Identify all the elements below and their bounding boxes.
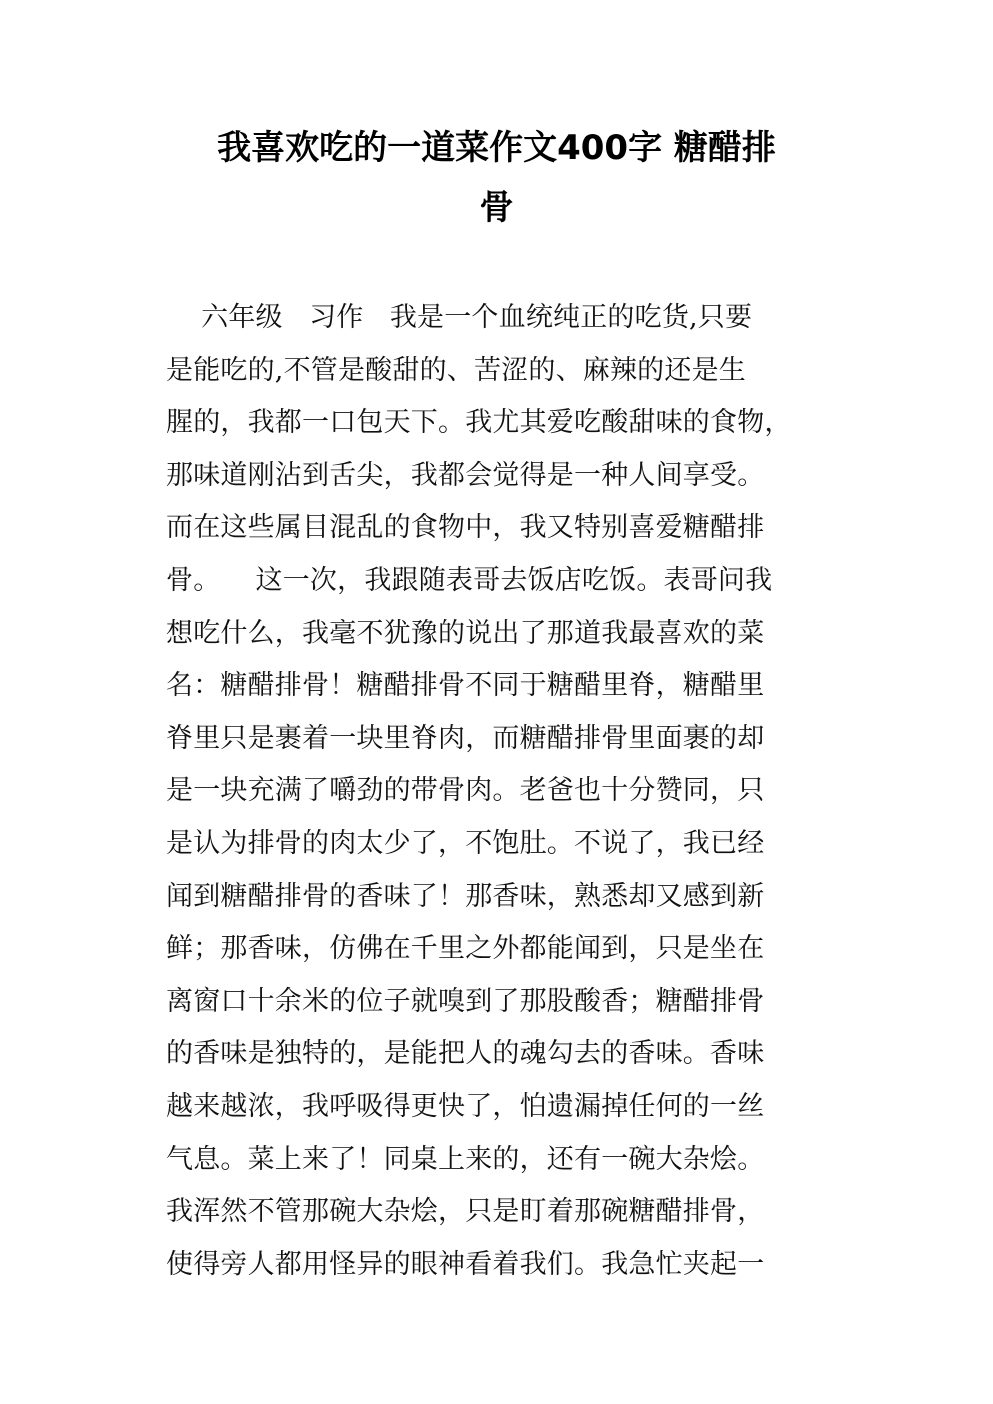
body-line: 使得旁人都用怪异的眼神看着我们。我急忙夹起一 <box>166 1248 765 1280</box>
title-line: 骨 <box>479 188 514 228</box>
body-line: 离窗口十余米的位子就嗅到了那股酸香；糖醋排骨 <box>166 985 765 1017</box>
body-line: 是能吃的,不管是酸甜的、苦涩的、麻辣的还是生 <box>166 354 746 386</box>
document-body <box>166 292 866 1291</box>
body-line: 六年级 习作 我是一个血统纯正的吃货,只要 <box>166 302 753 333</box>
body-line: 鲜；那香味，仿佛在千里之外都能闻到，只是坐在 <box>166 933 765 965</box>
body-line: 我浑然不管那碗大杂烩，只是盯着那碗糖醋排骨， <box>166 1196 765 1228</box>
body-line: 脊里只是裹着一块里脊肉，而糖醋排骨里面裹的却 <box>166 722 765 754</box>
body-line: 而在这些属目混乱的食物中，我又特别喜爱糖醋排 <box>166 512 765 544</box>
body-line: 那味道刚沾到舌尖，我都会觉得是一种人间享受。 <box>166 459 765 491</box>
body-line: 气息。菜上来了！同桌上来的，还有一碗大杂烩。 <box>166 1143 765 1175</box>
document-title <box>150 118 843 238</box>
body-line: 是认为排骨的肉太少了，不饱肚。不说了，我已经 <box>166 827 765 859</box>
body-line: 腥的，我都一口包天下。我尤其爱吃酸甜味的食物， <box>166 407 792 439</box>
title-line: 我喜欢吃的一道菜作文400字 糖醋排 <box>217 128 776 168</box>
body-line: 闻到糖醋排骨的香味了！那香味，熟悉却又感到新 <box>166 880 765 912</box>
body-line: 骨。 这一次，我跟随表哥去饭店吃饭。表哥问我 <box>166 564 773 596</box>
body-line: 名：糖醋排骨！糖醋排骨不同于糖醋里脊，糖醋里 <box>166 670 765 702</box>
body-line: 是一块充满了嚼劲的带骨肉。老爸也十分赞同，只 <box>166 775 765 807</box>
body-line: 想吃什么，我毫不犹豫的说出了那道我最喜欢的菜 <box>166 617 765 649</box>
body-line: 的香味是独特的，是能把人的魂勾去的香味。香味 <box>166 1038 765 1070</box>
body-line: 越来越浓，我呼吸得更快了，怕遗漏掉任何的一丝 <box>166 1090 765 1122</box>
